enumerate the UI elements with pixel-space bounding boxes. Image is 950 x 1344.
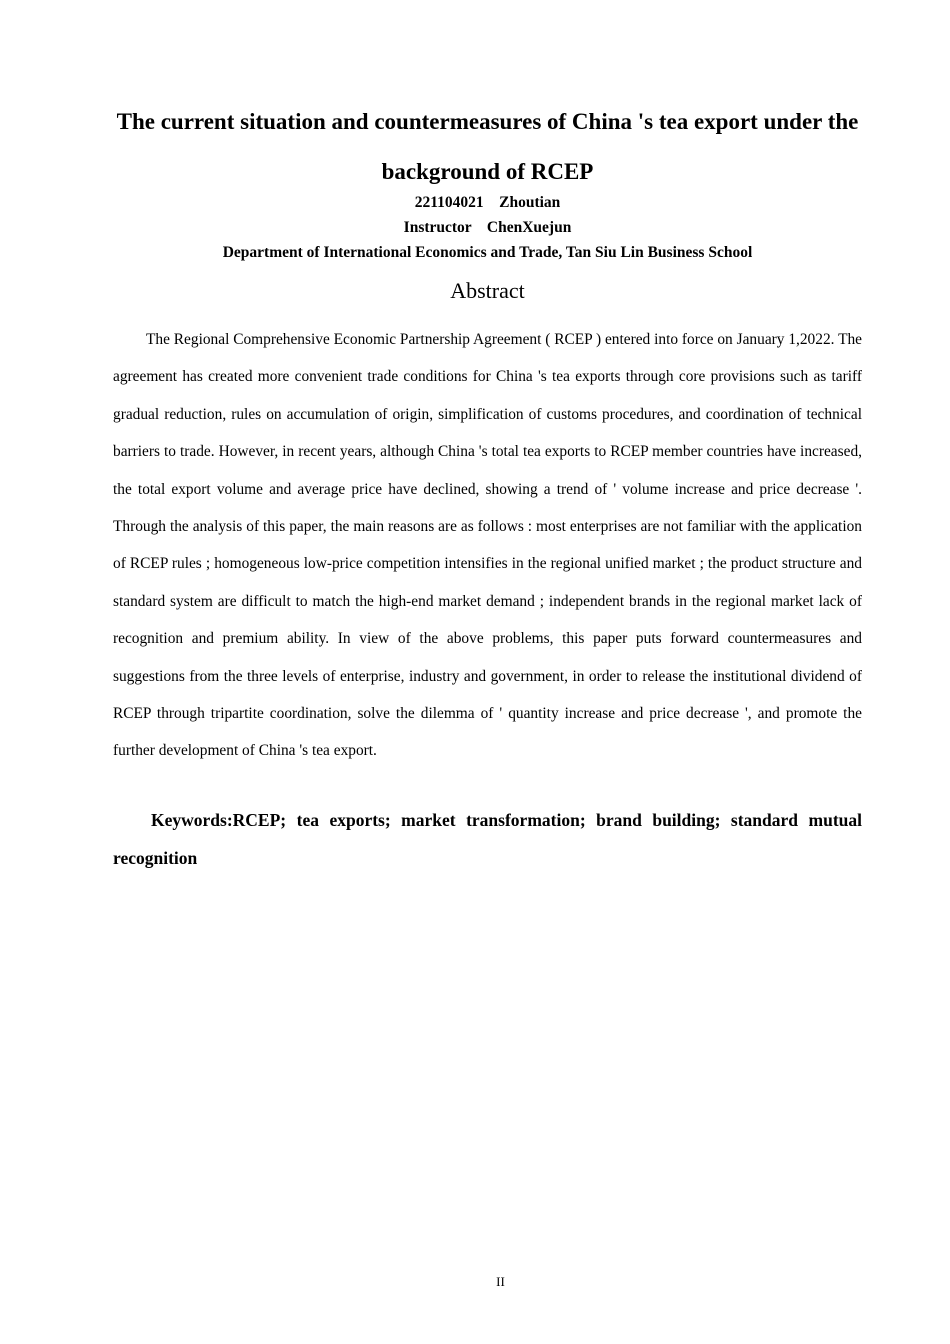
abstract-heading: Abstract — [450, 278, 525, 303]
author-line: 221104021 Zhoutian — [414, 194, 561, 211]
paper-title: The current situation and countermeasures of China 's tea export under the background of RCEP — [116, 109, 859, 184]
instructor-line: Instructor ChenXuejun — [403, 219, 572, 236]
page-number: II — [496, 1274, 505, 1289]
keywords: Keywords:RCEP; tea exports; market transformation; brand building; standard mutual recognition — [113, 810, 862, 868]
abstract-body: The Regional Comprehensive Economic Partnership Agreement ( RCEP ) entered into force on January 1,2022. The agreement has created more convenient trade conditions for China 's tea exports through core provisions such as tariff gradual reduction, rules on accumulation of origin, simplification of customs procedures, and coordination of technical barriers to trade. However, in recent years, although China 's total tea exports to RCEP member countries have increased, the total export volume and average price have declined, showing a trend of ' volume increase and price decrease '. Through the analysis of this paper, the main reasons are as follows : most enterprises are not familiar with the application of RCEP rules ; homogeneous low-price competition intensifies in the regional unified market ; the product structure and standard system are difficult to match the high-end market demand ; independent brands in the regional market lack of recognition and premium ability. In view of the above problems, this paper puts forward countermeasures and suggestions from the three levels of enterprise, industry and government, in order to release the institutional dividend of RCEP through tripartite coordination, solve the dilemma of ' quantity increase and price decrease ', and promote the further development of China 's tea export. — [113, 331, 862, 760]
department-line: Department of International Economics and Trade, Tan Siu Lin Business School — [222, 244, 753, 261]
